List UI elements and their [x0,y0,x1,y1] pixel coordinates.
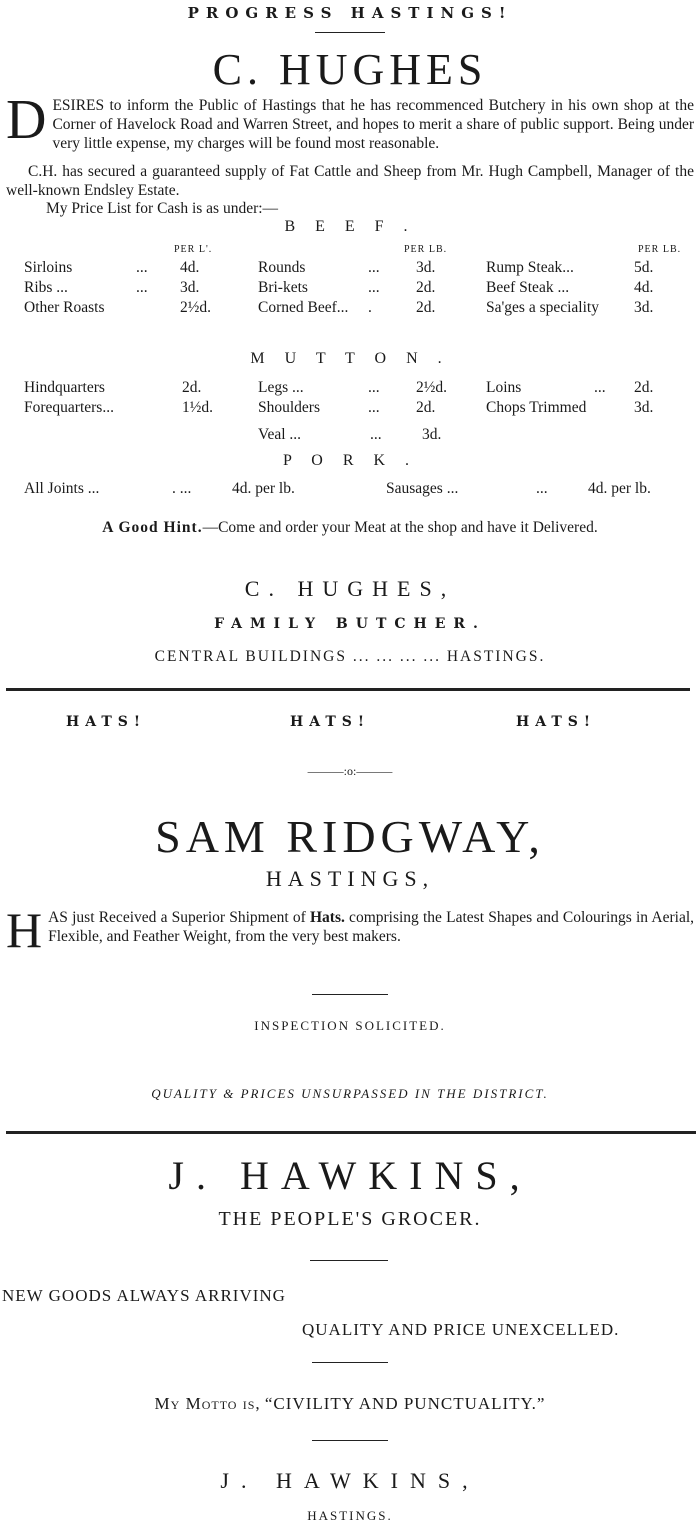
item-price: 2d. [416,399,436,416]
ridgway-paragraph [6,902,694,958]
item-dots: ... [136,279,148,296]
hughes-dropcap: D [6,89,47,151]
mutton-heading: M U T T O N . [250,350,450,367]
ridgway-dropcap: H [6,902,43,958]
good-hint [30,518,670,537]
per-lb-label: PER LB. [638,244,682,255]
item-price: 3d. [634,299,654,316]
hawkins-subtitle: THE PEOPLE'S GROCER. [218,1208,482,1230]
item-dots: ... [594,379,606,396]
hawkins-footer-name: J. HAWKINS, [220,1468,480,1493]
item-dots: ... [368,279,380,296]
item-name: Ribs ... [24,279,68,296]
item-dots: ... [368,399,380,416]
item-price: 2½d. [416,379,447,396]
beef-heading: B E E F . [284,218,416,235]
ridgway-text-before: AS just Received a Superior Shipment of [48,909,310,926]
item-dots [136,298,180,318]
short-divider [312,1440,388,1441]
veal-label: Veal ... [258,426,302,443]
item-name: Sirloins [24,259,73,276]
veal-dots: ... [370,426,382,443]
table-row [24,258,664,278]
ridgway-inspection: INSPECTION SOLICITED. [254,1018,446,1033]
table-row [24,298,664,318]
item-name: Rump Steak... [486,259,574,276]
item-name: Hindquarters [24,379,105,396]
item-name: Beef Steak ... [486,279,570,296]
item-dots: ... [368,259,380,276]
beef-price-table [24,258,664,318]
item-price: 4d. [180,259,200,276]
hughes-footer-name: C. HUGHES, [244,576,456,601]
ridgway-town: HASTINGS, [265,866,435,891]
motto-text: “CIVILITY AND PUNCTUALITY.” [264,1394,546,1413]
hughes-footer-address: CENTRAL BUILDINGS ... ... ... ... HASTINGS. [154,648,546,665]
hint-bold: A Good Hint. [102,519,203,536]
table-row [24,278,664,298]
item-name: Rounds [258,259,306,276]
hughes-intro-text: ESIRES to inform the Public of Hastings that he has recommenced Butchery in his own shop at the Corner of Havelock Road and Warren Street, and hopes to merit a share of public support. Being under very little expense, my charges will be found most reasonable. [52,97,694,152]
hats-banner-2: HATS! [290,714,370,730]
hughes-intro-paragraph [6,89,694,153]
item-dots: ... [136,259,148,276]
hughes-name: C. HUGHES [212,45,488,94]
pork-heading: P O R K . [282,452,418,469]
section-divider [6,688,690,691]
pork-sausages-dots: ... [536,480,548,497]
hawkins-footer-town: HASTINGS. [307,1508,393,1523]
item-price: 2d. [416,299,436,316]
item-price: 3d. [180,279,200,296]
pork-joints-label: All Joints ... [24,480,100,497]
ridgway-name: SAM RIDGWAY, [155,811,545,862]
item-dots [164,398,182,418]
hawkins-line2: QUALITY AND PRICE UNEXCELLED. [302,1320,620,1339]
hawkins-motto [0,1394,700,1414]
table-row [24,398,664,418]
item-dots [164,378,182,398]
short-divider [315,32,385,33]
hughes-banner: PROGRESS HASTINGS! [187,4,513,22]
item-price: 3d. [416,259,436,276]
item-name: Sa'ges a speciality [486,299,599,316]
item-price: 2½d. [180,299,211,316]
mutton-price-table [24,378,664,418]
pork-joints-price: 4d. per lb. [232,480,295,497]
ridgway-text-bold: Hats. [309,909,345,926]
hawkins-line1: NEW GOODS ALWAYS ARRIVING [2,1286,286,1305]
item-name: Loins [486,379,522,396]
item-name: Chops Trimmed [486,399,587,416]
veal-price: 3d. [422,426,442,443]
hats-banner-3: HATS! [516,714,596,730]
ornament-divider: ———:o:——— [307,764,393,778]
per-lb-label: PER LB. [404,244,448,255]
item-name: Forequarters... [24,399,114,416]
hint-text: —Come and order your Meat at the shop and have it Delivered. [202,519,598,536]
item-price: 1½d. [182,399,213,416]
short-divider [312,1362,388,1363]
per-lb-label: PER L'. [174,244,213,255]
motto-prefix: My Motto is, [154,1394,261,1413]
item-name: Legs ... [258,379,304,396]
price-list-intro: My Price List for Cash is as under:— [46,200,279,217]
item-name: Shoulders [258,399,320,416]
item-name: Corned Beef... [258,299,349,316]
item-price: 2d. [416,279,436,296]
hats-banner-1: HATS! [66,714,146,730]
item-name: Bri-kets [258,279,308,296]
short-divider [312,994,388,995]
item-dots: ... [368,379,380,396]
short-divider [310,1260,388,1261]
item-name: Other Roasts [24,299,105,316]
pork-joints-dots: . ... [172,480,192,497]
item-price: 5d. [634,259,654,276]
hughes-supply-paragraph: C.H. has secured a guaranteed supply of Fat Cattle and Sheep from Mr. Hugh Campbell, Manager of the well-known Endsley Estate. [6,163,694,199]
pork-sausages-label: Sausages ... [386,480,459,497]
item-price: 2d. [634,379,654,396]
pork-sausages-price: 4d. per lb. [588,480,651,497]
item-dots: . [368,299,372,316]
table-row [24,378,664,398]
hawkins-name: J. HAWKINS, [168,1153,532,1198]
ridgway-text-after: comprising the Latest Shapes and Colourings in Aerial, Flexible, and Feather Weight, from the very best makers. [48,909,694,945]
hughes-footer-trade: FAMILY BUTCHER. [214,616,486,632]
item-price: 2d. [182,379,202,396]
item-price: 4d. [634,279,654,296]
ridgway-quality: QUALITY & PRICES UNSURPASSED IN THE DISTRICT. [151,1086,549,1101]
item-price: 3d. [634,399,654,416]
section-divider [6,1131,696,1134]
